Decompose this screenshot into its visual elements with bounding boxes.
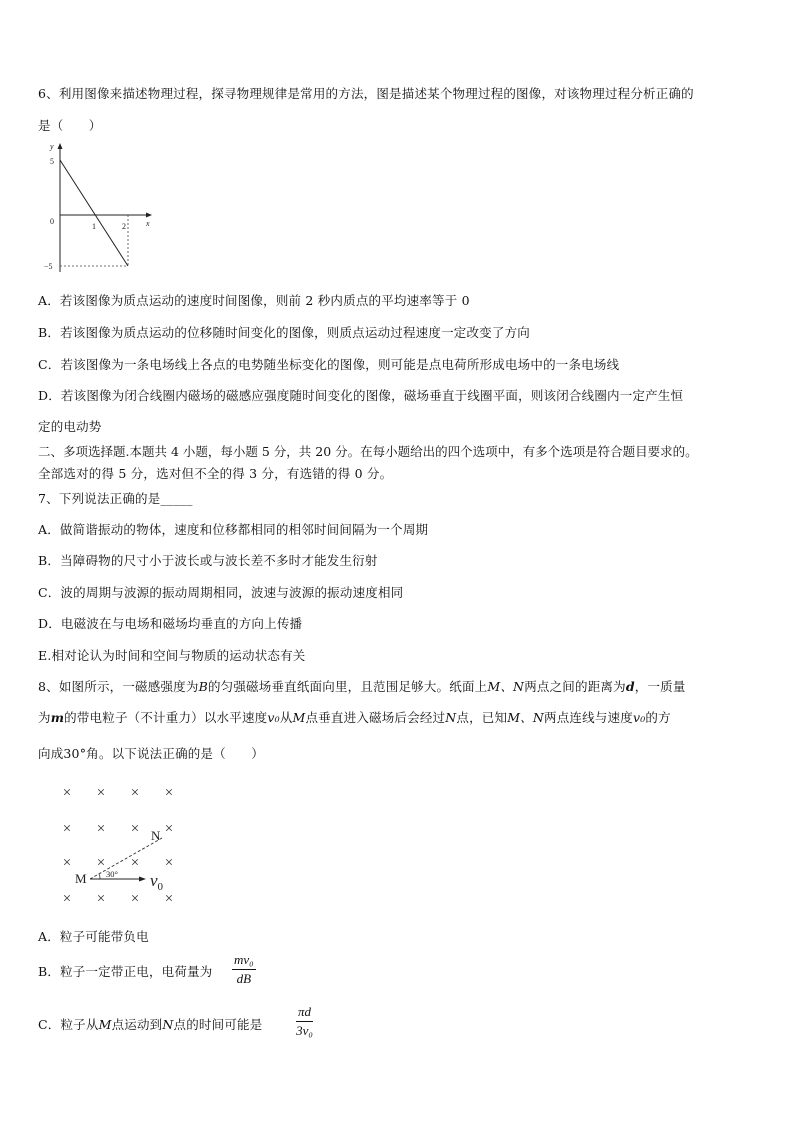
q8-field-diagram bbox=[50, 778, 190, 903]
q7-option-d: D．电磁波在与电场和磁场均垂直的方向上传播 bbox=[38, 616, 303, 631]
graph-line bbox=[60, 160, 128, 266]
q8-text: C．粒子从 bbox=[38, 1017, 99, 1032]
q8-text: 两点连线与速度 bbox=[544, 710, 633, 725]
graph-tick-x2: 2 bbox=[122, 222, 126, 231]
q8-text: 从 bbox=[279, 710, 293, 725]
field-cross: × bbox=[164, 821, 174, 837]
label-v bbox=[150, 871, 164, 893]
field-cross: × bbox=[62, 785, 72, 801]
field-cross: × bbox=[164, 891, 174, 903]
field-cross: × bbox=[96, 821, 106, 837]
q8-symbol-m: m bbox=[50, 710, 65, 725]
q8-text: 点，已知 bbox=[456, 710, 508, 725]
q7-option-e: E.相对论认为时间和空间与物质的运动状态有关 bbox=[38, 648, 306, 663]
q8-stem-line-1 bbox=[38, 677, 686, 695]
q8-symbol-N: N bbox=[445, 710, 457, 725]
q6-option-a: A．若该图像为质点运动的速度时间图像，则前 2 秒内质点的平均速率等于 0 bbox=[38, 293, 470, 308]
q8-option-b: B．粒子一定带正电，电荷量为 bbox=[38, 964, 213, 979]
field-cross: × bbox=[130, 855, 140, 871]
field-cross: × bbox=[62, 821, 72, 837]
q8-text: 点的时间可能是 bbox=[173, 1017, 263, 1032]
fraction-denominator: 3v₀ bbox=[296, 1023, 313, 1038]
q6-option-b: B．若该图像为质点运动的位移随时间变化的图像，则质点运动过程速度一定改变了方向 bbox=[38, 325, 530, 340]
q8-text: ，一质量 bbox=[634, 679, 686, 694]
q6-stem-line-1: 6、利用图像来描述物理过程，探寻物理规律是常用的方法，图是描述某个物理过程的图像，对该物理过程分析正确的 bbox=[38, 86, 694, 101]
velocity-arrowhead bbox=[139, 877, 146, 882]
label-M: M bbox=[75, 871, 87, 886]
field-cross: × bbox=[130, 785, 140, 801]
q8-symbol-angle: 30° bbox=[63, 746, 87, 761]
section2-header-line-2: 全部选对的得 5 分，选对但不全的得 3 分，有选错的得 0 分。 bbox=[38, 466, 393, 481]
q8-text: 点垂直进入磁场后会经过 bbox=[305, 710, 446, 725]
q8-symbol-MN: M、N bbox=[507, 710, 545, 725]
field-cross: × bbox=[130, 821, 140, 837]
graph-tick-x1: 1 bbox=[92, 222, 96, 231]
field-cross: × bbox=[96, 855, 106, 871]
q6-graph bbox=[44, 140, 164, 275]
label-angle: 30° bbox=[106, 869, 118, 879]
q6-stem-line-2: 是（ ） bbox=[38, 118, 102, 133]
field-cross: × bbox=[130, 891, 140, 903]
section2-header-line-1: 二、多项选择题.本题共 4 小题，每小题 5 分，共 20 分。在每小题给出的四个选项中，有多个选项是符合题目要求的。 bbox=[38, 444, 698, 459]
q8-text: 为 bbox=[38, 710, 51, 725]
fraction-denominator: dB bbox=[236, 971, 252, 986]
graph-y-arrow bbox=[58, 143, 63, 149]
q8-symbol-v0: v₀ bbox=[267, 710, 280, 725]
q8-symbol-d: d bbox=[625, 679, 635, 694]
q8-option-a: A．粒子可能带负电 bbox=[38, 929, 149, 944]
q7-option-c: C．波的周期与波源的振动周期相同，波速与波源的振动速度相同 bbox=[38, 585, 404, 600]
q8-symbol-M: M bbox=[98, 1017, 112, 1032]
field-cross: × bbox=[62, 855, 72, 871]
angle-arc bbox=[99, 874, 100, 879]
q6-option-d-line-2: 定的电动势 bbox=[38, 419, 102, 434]
fraction-numerator: πd bbox=[296, 1004, 313, 1022]
q8-text: 的方 bbox=[645, 710, 671, 725]
graph-y-label: y bbox=[50, 142, 54, 151]
label-N: N bbox=[151, 828, 161, 843]
field-cross: × bbox=[96, 785, 106, 801]
field-cross: × bbox=[96, 891, 106, 903]
graph-x-arrow bbox=[146, 213, 152, 218]
q8-option-b-fraction bbox=[232, 952, 256, 987]
q8-text: 点运动到 bbox=[111, 1017, 163, 1032]
field-cross: × bbox=[62, 891, 72, 903]
field-cross: × bbox=[164, 785, 174, 801]
q8-text: 两点之间的距离为 bbox=[524, 679, 626, 694]
q8-option-c-fraction bbox=[296, 1004, 313, 1039]
q8-option-c bbox=[38, 1015, 262, 1033]
q8-text: 的带电粒子（不计重力）以水平速度 bbox=[64, 710, 268, 725]
q7-option-b: B．当障碍物的尺寸小于波长或与波长差不多时才能发生衍射 bbox=[38, 553, 378, 568]
q8-text: 的匀强磁场垂直纸面向里，且范围足够大。纸面上 bbox=[207, 679, 488, 694]
q8-text: 8、如图所示，一磁感强度为 bbox=[38, 679, 199, 694]
q8-text: 角。以下说法正确的是（ ） bbox=[86, 746, 264, 761]
label-v-main: v bbox=[150, 871, 158, 890]
graph-x-label: x bbox=[146, 219, 150, 228]
label-v-sub: 0 bbox=[157, 881, 164, 893]
q8-symbol-N: N bbox=[162, 1017, 174, 1032]
graph-tick-yneg5: −5 bbox=[44, 262, 53, 271]
q8-symbol-M: M bbox=[292, 710, 306, 725]
q8-symbol-v0: v₀ bbox=[632, 710, 646, 725]
q7-option-a: A．做简谐振动的物体，速度和位移都相同的相邻时间间隔为一个周期 bbox=[38, 522, 429, 537]
graph-tick-y5: 5 bbox=[50, 157, 54, 166]
q8-symbol-MN: M、N bbox=[487, 679, 525, 694]
q8-text: 向成 bbox=[38, 746, 64, 761]
fraction-numerator: mv₀ bbox=[232, 952, 256, 970]
q6-option-d-line-1: D．若该图像为闭合线圈内磁场的磁感应强度随时间变化的图像，磁场垂直于线圈平面，则该闭合线圈内一定产生恒 bbox=[38, 388, 684, 403]
q8-symbol-B: B bbox=[198, 679, 208, 694]
q8-stem-line-2 bbox=[38, 708, 671, 726]
q6-option-c: C．若该图像为一条电场线上各点的电势随坐标变化的图像，则可能是点电荷所形成电场中的一条电场线 bbox=[38, 357, 620, 372]
q8-stem-line-3 bbox=[38, 744, 264, 762]
q7-stem: 7、下列说法正确的是_____ bbox=[38, 491, 193, 506]
field-cross: × bbox=[164, 855, 174, 871]
graph-tick-origin: 0 bbox=[50, 217, 54, 226]
